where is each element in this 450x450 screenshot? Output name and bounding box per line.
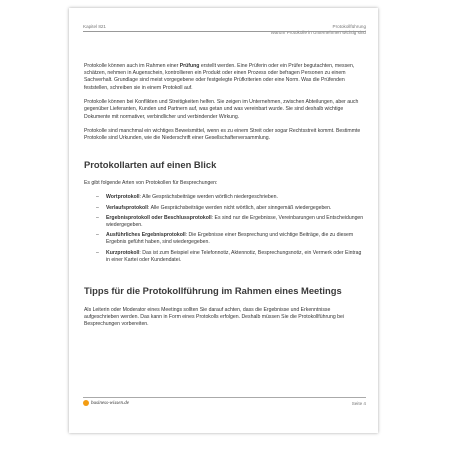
paragraph-meeting: Als Leiterin oder Moderator eines Meetings sollten Sie darauf achten, dass die Ergebnisse und Erkenntnisse aufgeschrieben werden. Das kann in Form eines Protokolls erfolgen. Deshalb müssen Sie die Protokollführung bei Besprechungen vorbereiten. xyxy=(84,306,345,327)
footer-logo xyxy=(83,400,129,406)
list-item xyxy=(84,205,366,212)
dash-bullet: – xyxy=(96,214,99,221)
dash-bullet: – xyxy=(96,194,99,201)
list-item-term: Kurzprotokoll xyxy=(106,249,140,256)
section-heading-protokollarten: Protokollarten auf einen Blick xyxy=(84,159,217,171)
list-item-term: Ausführliches Ergebnisprotokoll xyxy=(106,232,186,239)
list-intro: Es gibt folgende Arten von Protokollen für Besprechungen: xyxy=(84,179,218,186)
header-divider xyxy=(83,31,366,32)
chapter-label: Kapitel 821 xyxy=(83,24,106,29)
paragraph-text: Protokolle können auch im Rahmen einer xyxy=(84,63,180,69)
list-item-term: Ergebnisprotokoll oder Beschlussprotokoll xyxy=(106,214,212,221)
list-item-text: : Alle Gesprächsbeiträge werden nicht wörtlich, aber sinngemäß wiedergegeben. xyxy=(148,204,332,211)
section-heading-tipps: Tipps für die Protokollführung im Rahmen eines Meetings xyxy=(84,285,342,297)
footer-divider xyxy=(83,397,366,398)
list-item-text: : Alle Gesprächsbeiträge werden wörtlich niedergeschrieben. xyxy=(139,194,278,201)
document-page xyxy=(69,8,378,433)
dash-bullet: – xyxy=(96,232,99,239)
protocol-types-list xyxy=(84,194,366,264)
bold-term-pruefung: Prüfung xyxy=(179,63,200,69)
running-header-subtitle: Warum Protokolle in Unternehmen wichtig sind xyxy=(270,29,366,35)
list-item-term: Verlaufsprotokoll xyxy=(106,204,148,211)
list-item xyxy=(84,194,366,201)
running-header-title: Protokollführung xyxy=(332,24,366,29)
page-number: Seite 4 xyxy=(351,401,366,406)
list-item xyxy=(84,215,366,229)
dash-bullet: – xyxy=(96,204,99,211)
list-item-term: Wortprotokoll xyxy=(106,194,140,201)
dash-bullet: – xyxy=(96,249,99,256)
list-item xyxy=(84,232,366,246)
list-item-text: : Es sind nur die Ergebnisse, Vereinbarungen und Entscheidungen wiedergegeben. xyxy=(106,214,364,229)
list-item-text: : Das ist zum Beispiel eine Telefonnotiz, Aktennotiz, Besprechungsnotiz, ein Vermerk oder Eintrag in einer Kartei oder Kundendatei. xyxy=(106,249,362,263)
logo-text: business-wissen.de xyxy=(91,400,129,406)
paragraph-pruefung xyxy=(84,63,366,92)
list-item xyxy=(84,250,366,264)
logo-dot-icon xyxy=(83,400,89,406)
paragraph-beweismittel: Protokolle sind manchmal ein wichtiges Beweismittel, wenn es zu einem Streit oder sogar Rechtsstreit kommt. Bestimmte Protokolle sind Urkunden, wie die Niederschrift einer Gesellschafterversammlung. xyxy=(84,128,361,142)
running-header xyxy=(271,24,366,35)
paragraph-text: erstellt werden. Eine Prüferin oder ein Prüfer begutachten, messen, schätzen, nehmen in Augenschein, kontrollieren ein Produkt oder einen Prozess oder befragen Personen zu einem Sachverhalt. Grundlage sind meist vorgegebene oder festgelegte Prüfkriterien oder eine Norm. Was die Prüfenden feststellen, schreiben sie in einem Protokoll auf. xyxy=(84,63,355,91)
list-item-text: : Die Ergebnisse einer Besprechung und wichtige Beiträge, die zu diesem Ergebnis geführt haben, sind wiedergegeben. xyxy=(106,232,354,246)
paragraph-konflikte: Protokolle können bei Konflikten und Streitigkeiten helfen. Sie zeigen im Unternehmen, zwischen Abteilungen, aber auch gegenüber Lieferanten, Kunden und Partnern auf, was getan und was vereinbart wurde. Sie sind deshalb wichtige Dokumente mit normativer, verbindlicher und verbindender Wirkung. xyxy=(84,99,359,120)
page-body xyxy=(84,63,366,335)
